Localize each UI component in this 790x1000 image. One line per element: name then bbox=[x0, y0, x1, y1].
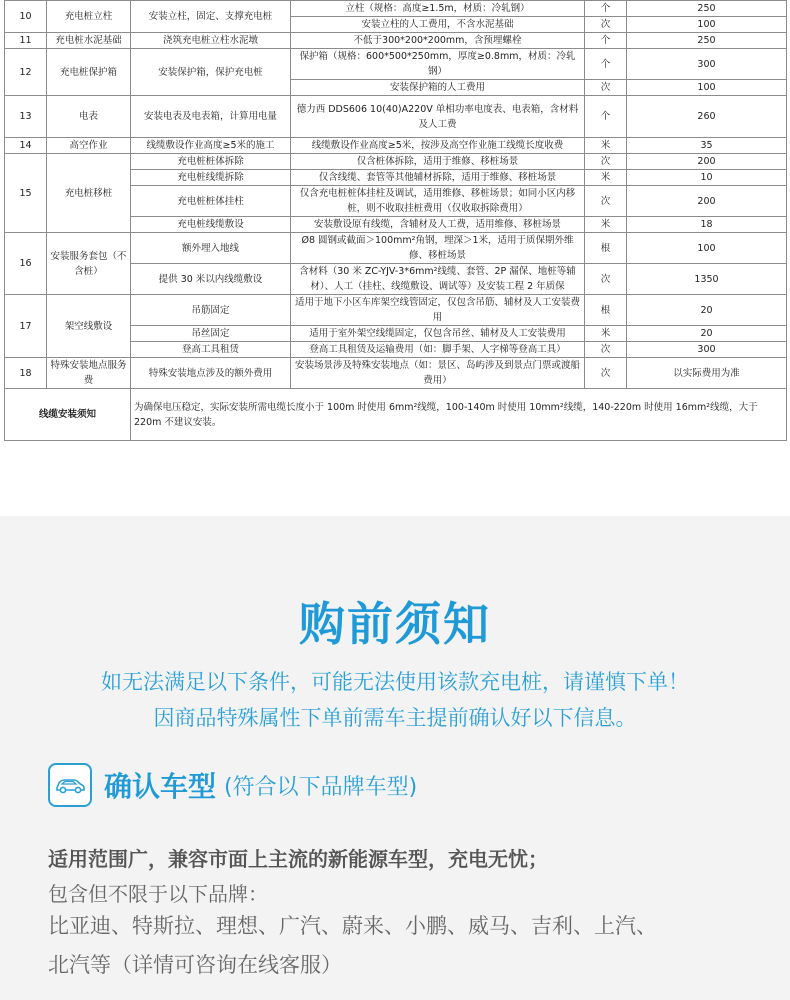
item-detail: 仅含充电桩桩体挂柱及调试，适用维修、移桩场景；如同小区内移桩，则不收取挂桩费用（仅收取拆除费用） bbox=[291, 186, 585, 217]
item-price: 260 bbox=[627, 96, 787, 138]
item-desc: 安装保护箱，保护充电桩 bbox=[131, 49, 291, 96]
item-unit: 次 bbox=[585, 358, 627, 389]
item-detail: 安装保护箱的人工费用 bbox=[291, 80, 585, 96]
item-detail: 德力西 DDS606 10(40)A220V 单相功率电度表、电表箱，含材料及人工费 bbox=[291, 96, 585, 138]
table-row bbox=[5, 138, 787, 154]
sub-item-name: 登高工具租赁 bbox=[131, 342, 291, 358]
table-row bbox=[5, 1, 787, 17]
item-unit: 个 bbox=[585, 96, 627, 138]
item-name: 电表 bbox=[47, 96, 131, 138]
row-number: 13 bbox=[5, 96, 47, 138]
item-price: 250 bbox=[627, 33, 787, 49]
item-price: 20 bbox=[627, 326, 787, 342]
sub-item-name: 充电桩线缆拆除 bbox=[131, 170, 291, 186]
item-unit: 次 bbox=[585, 186, 627, 217]
brand-list-1: 比亚迪、特斯拉、理想、广汽、蔚来、小鹏、威马、吉利、上汽、 bbox=[48, 914, 657, 938]
section-subtitle: (符合以下品牌车型) bbox=[224, 774, 418, 800]
item-price: 35 bbox=[627, 138, 787, 154]
section-text-2: 包含但不限于以下品牌： bbox=[48, 882, 268, 906]
table-row bbox=[5, 233, 787, 264]
section-text-1: 适用范围广，兼容市面上主流的新能源车型，充电无忧； bbox=[48, 847, 548, 871]
item-detail: 安装立柱的人工费用，不含水泥基础 bbox=[291, 17, 585, 33]
item-price: 1350 bbox=[627, 264, 787, 295]
notice-line-2: 因商品特殊属性下单前需车主提前确认好以下信息。 bbox=[153, 706, 637, 730]
item-detail: Ø8 圆钢或截面＞100mm²角钢，埋深＞1米，适用于质保期外维修、移桩场景 bbox=[291, 233, 585, 264]
item-detail: 线缆敷设作业高度≥5米，按涉及高空作业施工线缆长度收费 bbox=[291, 138, 585, 154]
car-icon bbox=[48, 763, 92, 807]
row-number: 12 bbox=[5, 49, 47, 96]
row-number: 14 bbox=[5, 138, 47, 154]
item-name: 充电桩立柱 bbox=[47, 1, 131, 33]
item-detail: 适用于室外架空线缆固定，仅包含吊丝、辅材及人工安装费用 bbox=[291, 326, 585, 342]
item-price: 250 bbox=[627, 1, 787, 17]
item-price: 200 bbox=[627, 154, 787, 170]
notice-title: 购前须知 bbox=[299, 597, 491, 651]
row-number: 16 bbox=[5, 233, 47, 295]
item-unit: 米 bbox=[585, 170, 627, 186]
brand-list-2: 北汽等（详情可咨询在线客服） bbox=[48, 953, 342, 977]
table-row bbox=[5, 358, 787, 389]
item-price: 18 bbox=[627, 217, 787, 233]
table-row bbox=[5, 154, 787, 170]
item-desc: 浇筑充电桩立柱水泥墩 bbox=[131, 33, 291, 49]
item-name: 充电桩保护箱 bbox=[47, 49, 131, 96]
table-row bbox=[5, 96, 787, 138]
sub-item-name: 额外埋入地线 bbox=[131, 233, 291, 264]
price-table bbox=[4, 0, 787, 441]
item-detail: 含材料（30 米 ZC-YJV-3*6mm²线缆、套管、2P 漏保、地桩等辅材）、人工（挂柱、线缆敷设、调试等）及安装工程 2 年质保 bbox=[291, 264, 585, 295]
table-row bbox=[5, 295, 787, 326]
item-price: 100 bbox=[627, 80, 787, 96]
item-detail: 仅含桩体拆除，适用于维修、移桩场景 bbox=[291, 154, 585, 170]
item-name: 充电桩移桩 bbox=[47, 154, 131, 233]
table-row bbox=[5, 49, 787, 80]
item-detail: 安装场景涉及特殊安装地点（如：景区、岛屿涉及到景点门票或渡船费用） bbox=[291, 358, 585, 389]
note-text: 为确保电压稳定，实际安装所需电缆长度小于 100m 时使用 6mm²线缆，100-140m 时使用 10mm²线缆，140-220m 时使用 16mm²线缆，大于 220m 不建议安装。 bbox=[131, 389, 787, 441]
item-unit: 个 bbox=[585, 1, 627, 17]
item-desc: 线缆敷设作业高度≥5米的施工 bbox=[131, 138, 291, 154]
item-detail: 不低于300*200*200mm，含预埋螺栓 bbox=[291, 33, 585, 49]
note-label: 线缆安装须知 bbox=[5, 389, 131, 441]
notice-line-1: 如无法满足以下条件，可能无法使用该款充电桩，请谨慎下单！ bbox=[101, 670, 689, 694]
item-unit: 米 bbox=[585, 217, 627, 233]
item-unit: 次 bbox=[585, 264, 627, 295]
row-number: 11 bbox=[5, 33, 47, 49]
item-unit: 次 bbox=[585, 17, 627, 33]
item-price: 100 bbox=[627, 233, 787, 264]
item-unit: 次 bbox=[585, 342, 627, 358]
sub-item-name: 吊丝固定 bbox=[131, 326, 291, 342]
sub-item-name: 充电桩桩体拆除 bbox=[131, 154, 291, 170]
table-row bbox=[5, 389, 787, 441]
item-unit: 米 bbox=[585, 138, 627, 154]
item-detail: 适用于地下小区车库架空线管固定，仅包含吊筋、辅材及人工安装费用 bbox=[291, 295, 585, 326]
row-number: 18 bbox=[5, 358, 47, 389]
item-desc: 安装立柱，固定、支撑充电桩 bbox=[131, 1, 291, 33]
item-detail: 保护箱（规格：600*500*250mm，厚度≥0.8mm，材质：冷轧钢） bbox=[291, 49, 585, 80]
purchase-notice-section bbox=[0, 516, 790, 1000]
item-price: 200 bbox=[627, 186, 787, 217]
item-unit: 个 bbox=[585, 33, 627, 49]
row-number: 15 bbox=[5, 154, 47, 233]
sub-item-name: 充电桩线缆敷设 bbox=[131, 217, 291, 233]
item-name: 架空线敷设 bbox=[47, 295, 131, 358]
item-price: 300 bbox=[627, 49, 787, 80]
item-unit: 个 bbox=[585, 49, 627, 80]
item-desc: 安装电表及电表箱，计算用电量 bbox=[131, 96, 291, 138]
item-price: 以实际费用为准 bbox=[627, 358, 787, 389]
sub-item-name: 吊筋固定 bbox=[131, 295, 291, 326]
item-price: 20 bbox=[627, 295, 787, 326]
sub-item-name: 提供 30 米以内线缆敷设 bbox=[131, 264, 291, 295]
row-number: 17 bbox=[5, 295, 47, 358]
item-unit: 根 bbox=[585, 295, 627, 326]
item-detail: 登高工具租赁及运输费用（如：脚手架、人字梯等登高工具） bbox=[291, 342, 585, 358]
item-name: 高空作业 bbox=[47, 138, 131, 154]
item-detail: 仅含线缆、套管等其他辅材拆除，适用于维修、移桩场景 bbox=[291, 170, 585, 186]
item-name: 安装服务套包（不含桩） bbox=[47, 233, 131, 295]
item-desc: 特殊安装地点涉及的额外费用 bbox=[131, 358, 291, 389]
item-name: 充电桩水泥基础 bbox=[47, 33, 131, 49]
item-price: 300 bbox=[627, 342, 787, 358]
section-title: 确认车型 bbox=[104, 770, 217, 803]
item-unit: 次 bbox=[585, 80, 627, 96]
item-name: 特殊安装地点服务费 bbox=[47, 358, 131, 389]
item-unit: 根 bbox=[585, 233, 627, 264]
item-unit: 米 bbox=[585, 326, 627, 342]
sub-item-name: 充电桩桩体挂柱 bbox=[131, 186, 291, 217]
item-price: 10 bbox=[627, 170, 787, 186]
section-header bbox=[48, 761, 417, 809]
item-unit: 次 bbox=[585, 154, 627, 170]
item-price: 100 bbox=[627, 17, 787, 33]
item-detail: 安装敷设原有线缆，含辅材及人工费，适用维修、移桩场景 bbox=[291, 217, 585, 233]
item-detail: 立柱（规格：高度≥1.5m，材质：冷轧钢） bbox=[291, 1, 585, 17]
table-row bbox=[5, 33, 787, 49]
row-number: 10 bbox=[5, 1, 47, 33]
